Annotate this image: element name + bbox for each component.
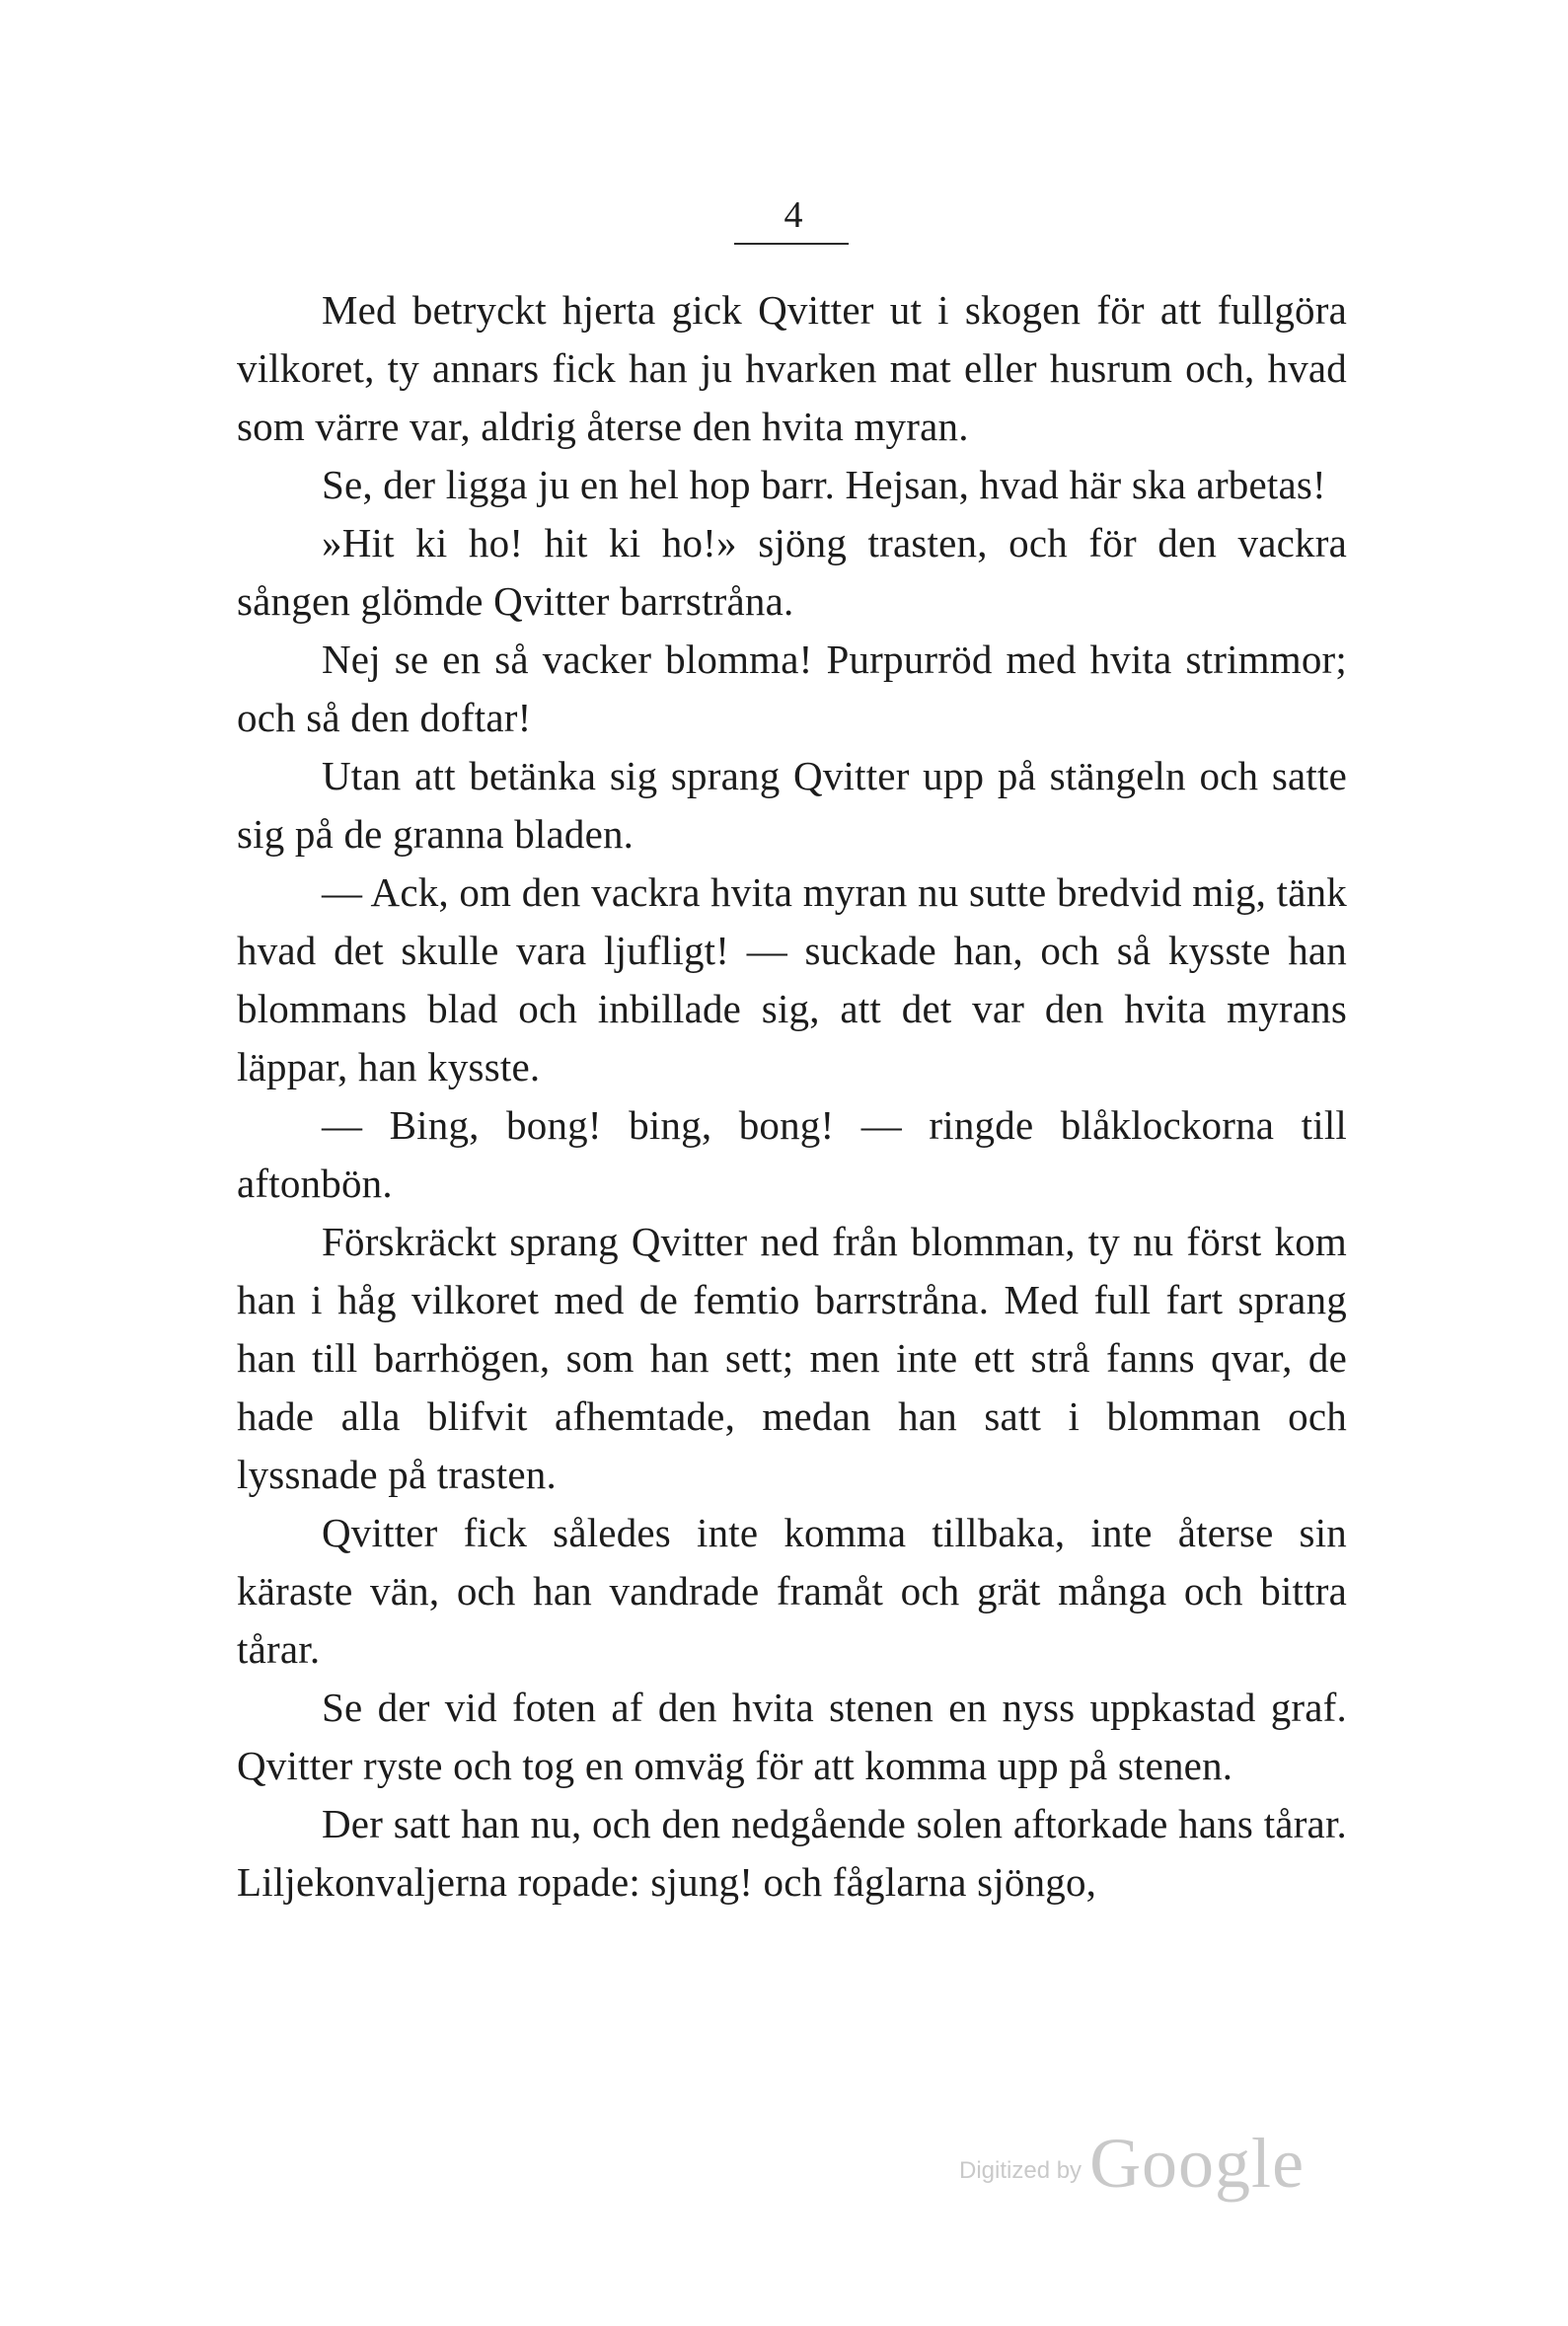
paragraph: Der satt han nu, och den nedgående solen aftorkade hans tårar. Liljekonvaljerna ropade: sjung! och fåglarna sjöngo, bbox=[237, 1801, 1347, 1905]
digitized-by-google-watermark bbox=[959, 2120, 1306, 2203]
paragraph: Se, der ligga ju en hel hop barr. Hejsan, hvad här ska arbetas! bbox=[322, 462, 1326, 507]
paragraph: — Ack, om den vackra hvita myran nu sutte bredvid mig, tänk hvad det skulle vara ljufligt! — suckade han, och så kysste han blommans blad och inbillade sig, att det var den hvita myrans läppar, han kysste. bbox=[237, 869, 1347, 1089]
page-number-rule bbox=[734, 243, 849, 245]
paragraph: Nej se en så vacker blomma! Purpurröd med hvita strimmor; och så den doftar! bbox=[237, 637, 1347, 740]
watermark-prefix: Digitized by bbox=[959, 2157, 1083, 2184]
page-number: 4 bbox=[784, 194, 803, 236]
paragraph: Utan att betänka sig sprang Qvitter upp på stängeln och satte sig på de granna bladen. bbox=[237, 753, 1347, 857]
paragraph: »Hit ki ho! hit ki ho!» sjöng trasten, och för den vackra sången glömde Qvitter barrstråna. bbox=[237, 520, 1347, 624]
watermark-brand: Google bbox=[1089, 2124, 1306, 2203]
paragraph: Med betryckt hjerta gick Qvitter ut i skogen för att fullgöra vilkoret, ty annars fick han ju hvarken mat eller husrum och, hvad som värre var, aldrig återse den hvita myran. bbox=[237, 287, 1347, 449]
paragraph: Se der vid foten af den hvita stenen en nyss uppkastad graf. Qvitter ryste och tog en omväg för att komma upp på stenen. bbox=[237, 1685, 1347, 1788]
paragraph: Qvitter fick således inte komma tillbaka, inte återse sin käraste vän, och han vandrade framåt och grät många och bittra tårar. bbox=[237, 1510, 1347, 1672]
body-text bbox=[237, 281, 1347, 1912]
paragraph: — Bing, bong! bing, bong! — ringde blåklockorna till aftonbön. bbox=[237, 1102, 1347, 1206]
paragraph: Förskräckt sprang Qvitter ned från blomman, ty nu först kom han i håg vilkoret med de femtio barrstråna. Med full fart sprang han till barrhögen, som han sett; men inte ett strå fanns qvar, de hade alla blifvit afhemtade, medan han satt i blomman och lyssnade på trasten. bbox=[237, 1219, 1347, 1497]
